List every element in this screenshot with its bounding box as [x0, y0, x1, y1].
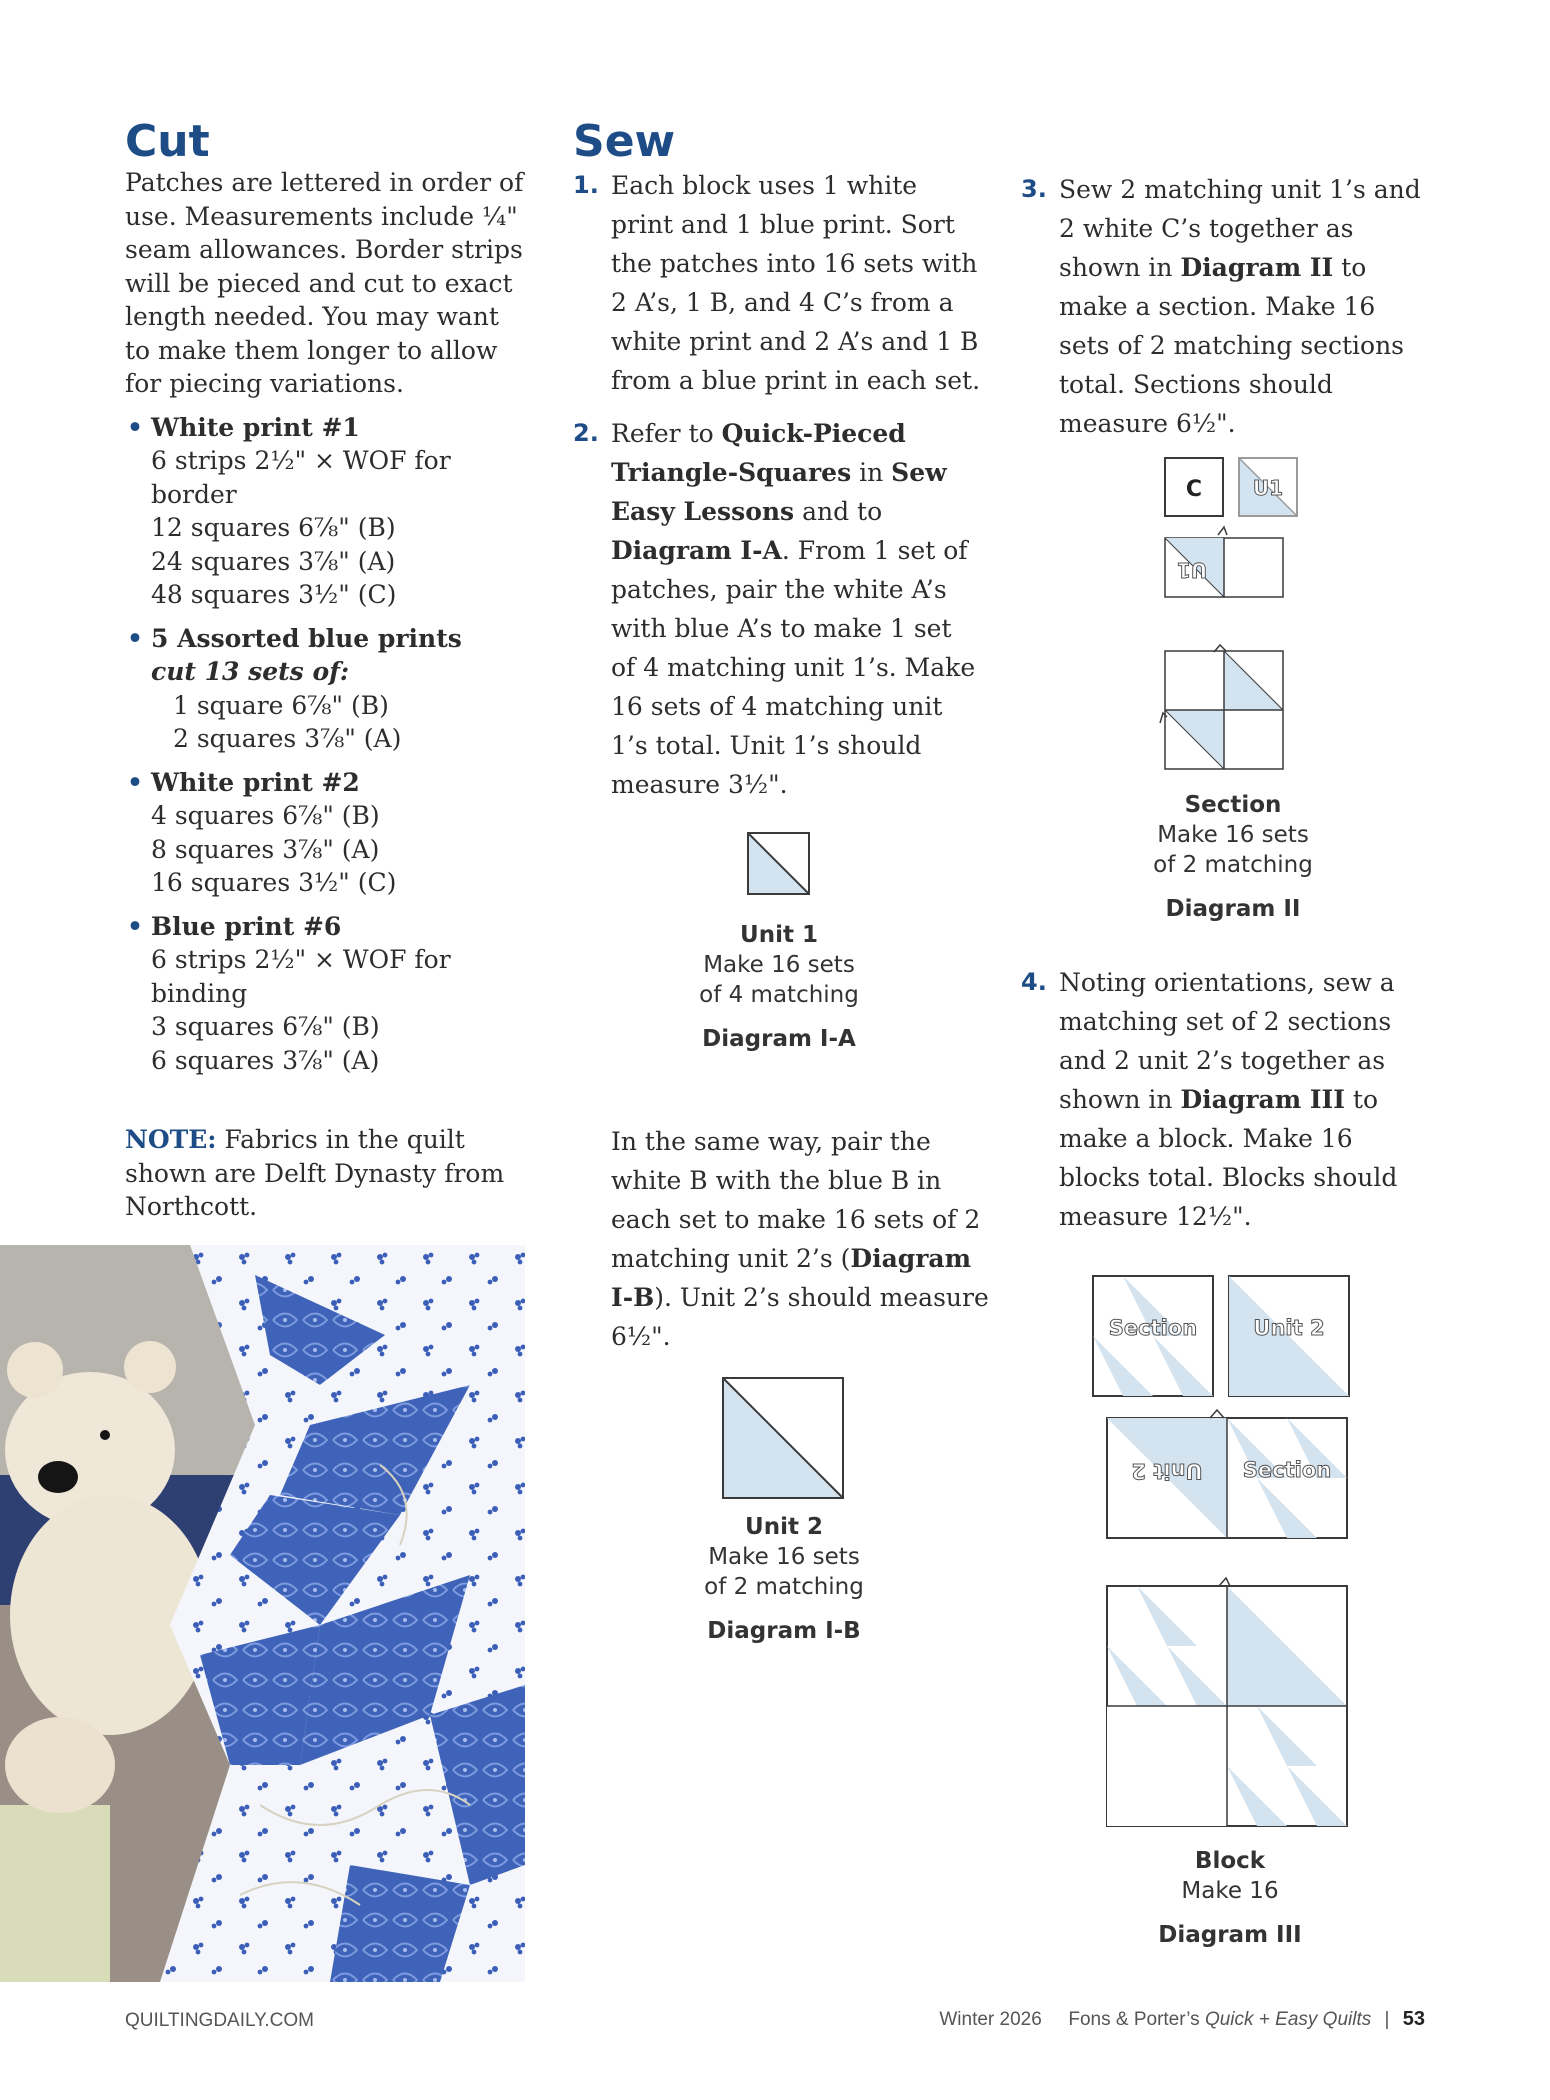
caption-sub: of 4 matching [699, 982, 859, 1008]
lesson-ref: Quick-Pieced Triangle-Squares [611, 419, 906, 487]
diagram-ref: Diagram I-A [611, 536, 782, 565]
diagram-ref: Diagram II [1180, 253, 1334, 282]
group-subtitle: cut 13 sets of: [151, 657, 350, 686]
step-number: 1. [573, 171, 599, 199]
quilt-photo [0, 1245, 525, 1982]
sew-steps-right [1021, 170, 1431, 443]
bullet-icon: • [127, 412, 143, 442]
middle-row [1107, 1410, 1347, 1538]
patch-c-label: C [1185, 477, 1203, 502]
diagram-ref: Diagram I-B [611, 1244, 972, 1312]
step-number: 2. [573, 419, 599, 447]
caption-sub: Make 16 [1181, 1878, 1279, 1904]
group-line: 24 squares 3⅞" (A) [151, 546, 396, 576]
group-line: 12 squares 6⅞" (B) [151, 513, 396, 542]
unit-2-paragraph [611, 1122, 991, 1356]
sew-column [573, 118, 983, 818]
unit-1-figure [747, 832, 811, 896]
group-title: White print #2 [151, 767, 360, 797]
pair-row [1165, 527, 1283, 597]
patch-c [1165, 458, 1223, 516]
group-line: 6 squares 3⅞" (A) [151, 1045, 380, 1075]
group-title: White print #1 [151, 412, 360, 442]
diagram-2-figure [1160, 455, 1300, 785]
cut-group-blue-print-6 [125, 910, 525, 1078]
step-text: to make a section. Make 16 sets of 2 matching sections total. Sections should measure 6½". [1059, 253, 1405, 438]
sew-steps [573, 166, 983, 804]
svg-text:Unit 2: Unit 2 [1131, 1459, 1203, 1483]
caption-sub: Make 16 sets [1157, 822, 1309, 848]
note [125, 1123, 525, 1224]
page-number: 53 [1402, 2008, 1425, 2030]
caption-sub: of 2 matching [704, 1574, 864, 1600]
para-text: ). Unit 2’s should measure 6½". [611, 1283, 989, 1351]
group-line: 6 strips 2½" × WOF for border [151, 446, 451, 509]
step-3 [1021, 170, 1431, 443]
step-text: Noting orientations, sew a matching set of 2 sections and 2 unit 2’s together as shown in [1059, 968, 1395, 1114]
step-text: . From 1 set of patches, pair the white A’s with blue A’s to make 1 set of 4 matching unit 1’s. Make 16 sets of 4 matching unit 1’s total. Unit 1’s should measure 3½". [611, 536, 976, 799]
caption-title: Section [1184, 792, 1282, 818]
step-text: to make a block. Make 16 blocks total. Blocks should measure 12½". [1059, 1085, 1398, 1231]
svg-text:Section: Section [1242, 1458, 1332, 1482]
bullet-icon: • [127, 911, 143, 941]
cut-group-assorted-blue [125, 622, 525, 756]
step-text: in [851, 458, 892, 487]
step-text: Each block uses 1 white print and 1 blue print. Sort the patches into 16 sets with 2 A’s, 1 B, and 4 C’s from a white print and 2 A’s and 1 B from a blue print in each set. [611, 171, 981, 395]
caption-sub: Make 16 sets [708, 1544, 860, 1570]
group-line: 4 squares 6⅞" (B) [151, 801, 380, 830]
section-label: Section [1108, 1316, 1198, 1340]
diagram-ref: Diagram III [1180, 1085, 1345, 1114]
step-1 [573, 166, 983, 400]
group-line: 16 squares 3½" (C) [151, 868, 397, 897]
group-title: Blue print #6 [151, 911, 342, 941]
footer-site: QUILTINGDAILY.COM [125, 2010, 314, 2031]
magazine-name: Fons & Porter’s [1068, 2009, 1205, 2030]
footer-issue [939, 2008, 1425, 2031]
cut-intro [125, 166, 525, 401]
cut-group-white-print-2 [125, 766, 525, 900]
top-row [1093, 1276, 1349, 1396]
patch-u1-label: U1 [1252, 476, 1284, 500]
diagram-2-caption [1123, 790, 1343, 924]
caption-title: Unit 2 [745, 1514, 823, 1540]
diagram-1b [722, 1377, 846, 1501]
step-number: 3. [1021, 175, 1047, 203]
unit-2-label: Unit 2 [1253, 1316, 1325, 1340]
bullet-icon: • [127, 623, 143, 653]
diagram-label: Diagram III [1158, 1922, 1302, 1948]
step-4 [1021, 963, 1431, 1236]
diagram-1a-caption [674, 920, 884, 1054]
footer-separator: | [1384, 2009, 1390, 2030]
note-label: NOTE: [125, 1125, 217, 1154]
cut-intro-text: Patches are lettered in order of use. Measurements include ¼" seam allowances. Border strips will be pieced and cut to exact length needed. You may want to make them longer to allow for piecing variations. [125, 168, 524, 398]
step-text: Sew 2 matching unit 1’s and 2 white C’s together as shown in [1059, 175, 1421, 282]
diagram-3-figure [1090, 1268, 1360, 1833]
diagram-label: Diagram I-A [702, 1026, 856, 1052]
group-line: 1 square 6⅞" (B) [173, 690, 389, 720]
para-text: In the same way, pair the white B with the blue B in each set to make 16 sets of 2 matching unit 2’s ( [611, 1127, 981, 1273]
section-figure [1160, 645, 1283, 769]
diagram-label: Diagram I-B [707, 1618, 861, 1644]
diagram-3-caption [1115, 1846, 1345, 1950]
svg-text:U1: U1 [1176, 558, 1208, 582]
sew-heading: Sew [573, 116, 676, 167]
caption-title: Unit 1 [740, 922, 818, 948]
group-line: 8 squares 3⅞" (A) [151, 834, 380, 864]
diagram-1b-caption [679, 1512, 889, 1646]
unit-2-figure [722, 1377, 846, 1501]
step-2 [573, 414, 983, 804]
sew-step-4 [1021, 963, 1431, 1250]
caption-title: Block [1194, 1848, 1266, 1874]
diagram-3 [1090, 1268, 1360, 1833]
sew-column-right [1021, 170, 1431, 457]
group-line: 48 squares 3½" (C) [151, 580, 397, 609]
diagram-2 [1160, 455, 1300, 785]
group-line: 6 strips 2½" × WOF for binding [151, 945, 451, 1008]
group-line: 3 squares 6⅞" (B) [151, 1012, 380, 1041]
cut-heading: Cut [125, 116, 210, 167]
cut-group-white-print-1 [125, 411, 525, 612]
block-figure [1107, 1578, 1347, 1826]
caption-sub: of 2 matching [1153, 852, 1313, 878]
caption-sub: Make 16 sets [703, 952, 855, 978]
step-number: 4. [1021, 968, 1047, 996]
group-title: 5 Assorted blue prints [151, 623, 462, 653]
magazine-title: Quick + Easy Quilts [1204, 2009, 1372, 2030]
cut-list [125, 411, 525, 1078]
step-text: Refer to [611, 419, 722, 448]
group-line: 2 squares 3⅞" (A) [173, 724, 402, 753]
lesson-ref: Sew Easy Lessons [611, 458, 947, 526]
issue-date: Winter 2026 [939, 2009, 1042, 2030]
sew-steps-4 [1021, 963, 1431, 1236]
diagram-1a [694, 832, 864, 896]
diagram-label: Diagram II [1165, 896, 1301, 922]
bullet-icon: • [127, 767, 143, 797]
step-text: and to [794, 497, 883, 526]
cut-column [125, 118, 525, 1224]
quilt-photo-image [0, 1245, 525, 1982]
patch-u1 [1239, 458, 1297, 516]
note-text: Fabrics in the quilt shown are Delft Dynasty from Northcott. [125, 1125, 505, 1221]
